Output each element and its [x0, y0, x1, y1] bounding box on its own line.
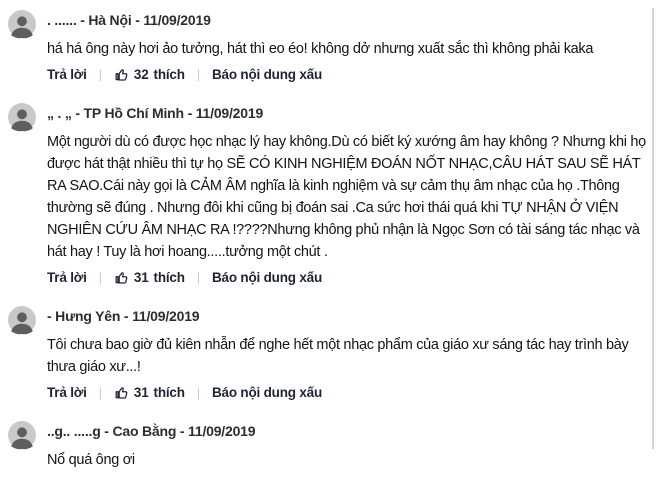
report-link[interactable]: Báo nội dung xấu	[211, 385, 323, 400]
comments-page	[0, 8, 665, 468]
comment	[0, 419, 652, 478]
comment-meta	[47, 419, 646, 439]
like-link[interactable]	[114, 270, 185, 285]
comment-date: 11/09/2019	[195, 105, 264, 121]
comment-text: Nổ quá ông ơi	[47, 452, 135, 468]
meta-dash: -	[76, 12, 89, 28]
comment	[0, 101, 652, 287]
report-link[interactable]: Báo nội dung xấu	[211, 270, 323, 285]
pipe-separator: |	[196, 270, 200, 285]
meta-dash: -	[120, 308, 133, 324]
comments-container	[0, 8, 654, 468]
meta-dash: -	[71, 105, 84, 121]
like-label: thích	[153, 67, 185, 82]
comment-text: há há ông này hơi ảo tưởng, hát thì eo éo! không dở nhưng xuất sắc thì không phải kaka	[47, 41, 594, 57]
like-link[interactable]	[114, 67, 185, 82]
comment-meta	[47, 101, 646, 121]
meta-dash: -	[183, 105, 196, 121]
comment-author: ..g.. .....g	[47, 423, 101, 439]
comment-actions	[47, 270, 646, 285]
like-link[interactable]	[114, 385, 185, 400]
reply-link[interactable]: Trả lời	[47, 270, 87, 285]
meta-dash: -	[176, 423, 189, 439]
user-avatar-icon	[8, 103, 36, 131]
thumbs-up-icon	[114, 270, 129, 285]
comment-location: Hưng Yên	[55, 308, 121, 324]
comment-date: 11/09/2019	[132, 308, 200, 324]
like-label: thích	[153, 385, 185, 400]
comment	[0, 8, 652, 84]
comment-text: Tôi chưa bao giờ đủ kiên nhẫn để nghe hết một nhạc phẩm của giáo xư sáng tác hay trình bày thưa giáo xư...!	[47, 337, 629, 375]
like-count: 31	[133, 385, 149, 400]
comment	[0, 304, 652, 402]
reply-link[interactable]: Trả lời	[47, 385, 87, 400]
thumbs-up-icon	[114, 67, 129, 82]
comment-actions	[47, 67, 646, 82]
pipe-separator: |	[196, 385, 200, 400]
comment-author: „ . „	[47, 105, 72, 121]
meta-dash: -	[100, 423, 113, 439]
report-link[interactable]: Báo nội dung xấu	[211, 67, 323, 82]
user-avatar-icon	[8, 306, 36, 334]
meta-dash: -	[47, 308, 56, 324]
like-label: thích	[153, 270, 185, 285]
comment-location: Cao Bằng	[112, 423, 177, 439]
comment-date: 11/09/2019	[188, 423, 256, 439]
meta-dash: -	[131, 12, 144, 28]
comment-location: TP Hồ Chí Minh	[83, 105, 184, 121]
comment-meta	[47, 8, 646, 28]
user-avatar-icon	[8, 10, 36, 38]
pipe-separator: |	[196, 67, 200, 82]
like-count: 31	[133, 270, 149, 285]
reply-link[interactable]: Trả lời	[47, 67, 87, 82]
pipe-separator: |	[98, 385, 102, 400]
thumbs-up-icon	[114, 385, 129, 400]
comment-actions	[47, 385, 646, 400]
comment-location: Hà Nội	[88, 12, 132, 28]
user-avatar-icon	[8, 421, 36, 449]
like-count: 32	[133, 67, 149, 82]
comment-text: Một người dù có được học nhạc lý hay không.Dù có biết ký xướng âm hay không ? Nhưng khi họ được hát thật nhiều thì tự họ SẼ CÓ KINH NGHIỆM ĐOÁN NỐT NHẠC,CÂU HÁT SAU SẼ HÁT RA SAO.Cái này gọi là CẢM ÂM nghĩa là kinh nghiệm và sự cảm thụ âm nhạc của họ .Thông thường sẽ đúng . Nhưng đôi khi cũng bị đoán sai .Ca sức hơi thái quá khi TỰ NHẬN Ở VIỆN NGHIÊN CỨU ÂM NHẠC RA !????Nhưng không phủ nhận là Ngọc Sơn có tài sáng tác nhạc và hát hay ! Tuy là hơi hoang.....tưởng một chút .	[47, 134, 646, 260]
comment-author: . ......	[47, 12, 77, 28]
pipe-separator: |	[98, 270, 102, 285]
comment-date: 11/09/2019	[143, 12, 211, 28]
pipe-separator: |	[98, 67, 102, 82]
comment-meta	[47, 304, 646, 324]
